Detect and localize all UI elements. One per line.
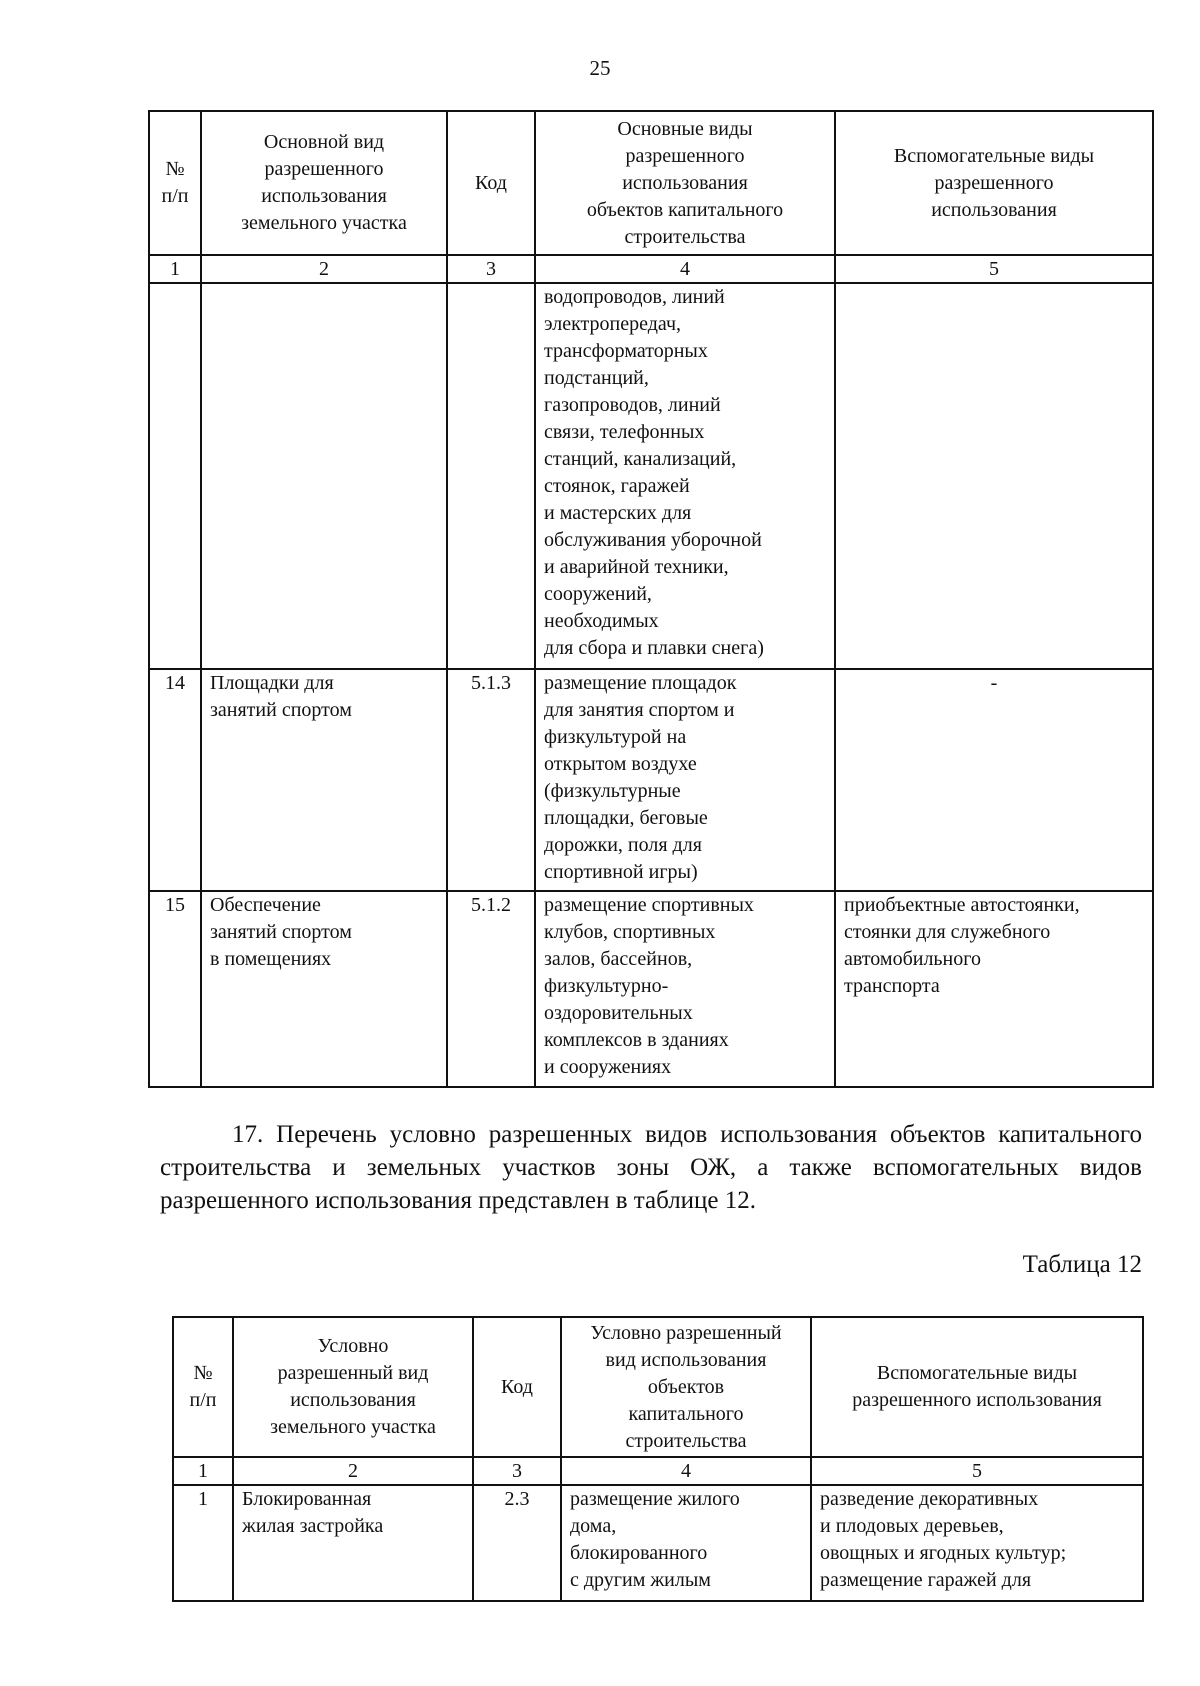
land-use-code: 5.1.2 — [447, 891, 535, 1087]
row-number: 15 — [149, 891, 201, 1087]
table-row — [149, 283, 1153, 669]
column-number-row — [149, 255, 1153, 283]
main-use-description: размещение площадок для занятия спортом и физкультурой на открытом воздухе (физкультурные площадки, беговые дорожки, поля для спортивной игры) — [535, 669, 835, 891]
paragraph-number: 17. — [232, 1121, 264, 1148]
paragraph-text: Перечень условно разрешенных видов использования объектов капитального строительства и земельных участков зоны ОЖ, а также вспомогательных видов разрешенного использования представлен в таблице 12. — [160, 1121, 1142, 1214]
row-number: 14 — [149, 669, 201, 891]
table-header-row — [173, 1317, 1143, 1457]
auxiliary-use-description — [835, 283, 1153, 669]
column-number: 5 — [811, 1457, 1143, 1485]
main-use-description: размещение спортивных клубов, спортивных залов, бассейнов, физкультурно- оздоровительных комплексов в зданиях и сооружениях — [535, 891, 835, 1087]
land-use-code: 2.3 — [473, 1485, 561, 1601]
header-main-land-use: Основной вид разрешенного использования земельного участка — [201, 111, 447, 255]
column-number: 3 — [447, 255, 535, 283]
column-number-row — [173, 1457, 1143, 1485]
auxiliary-use-description: разведение декоративных и плодовых деревьев, овощных и ягодных культур; размещение гаражей для — [811, 1485, 1143, 1601]
auxiliary-use-description: приобъектные автостоянки, стоянки для служебного автомобильного транспорта — [835, 891, 1153, 1087]
header-number: № п/п — [173, 1317, 233, 1457]
land-use-name: Обеспечение занятий спортом в помещениях — [201, 891, 447, 1087]
column-number: 1 — [149, 255, 201, 283]
land-use-name — [201, 283, 447, 669]
land-use-table-continued — [148, 110, 1154, 1088]
table-row — [149, 891, 1153, 1087]
table-row — [149, 669, 1153, 891]
header-auxiliary-use: Вспомогательные виды разрешенного использования — [835, 111, 1153, 255]
table-row — [173, 1485, 1143, 1601]
column-number: 2 — [233, 1457, 473, 1485]
row-number: 1 — [173, 1485, 233, 1601]
land-use-code — [447, 283, 535, 669]
page-number: 25 — [589, 56, 611, 80]
header-code: Код — [473, 1317, 561, 1457]
column-number: 1 — [173, 1457, 233, 1485]
header-number: № п/п — [149, 111, 201, 255]
table-header-row — [149, 111, 1153, 255]
row-number — [149, 283, 201, 669]
paragraph-17 — [160, 1118, 1142, 1217]
header-conditional-capital-use: Условно разрешенный вид использования объектов капитального строительства — [561, 1317, 811, 1457]
header-conditional-land-use: Условно разрешенный вид использования земельного участка — [233, 1317, 473, 1457]
main-use-description: размещение жилого дома, блокированного с другим жилым — [561, 1485, 811, 1601]
column-number: 2 — [201, 255, 447, 283]
header-main-capital-use: Основные виды разрешенного использования объектов капитального строительства — [535, 111, 835, 255]
conditional-use-table — [172, 1316, 1144, 1602]
column-number: 4 — [561, 1457, 811, 1485]
auxiliary-use-description: - — [835, 669, 1153, 891]
land-use-name: Блокированная жилая застройка — [233, 1485, 473, 1601]
main-use-description: водопроводов, линий электропередач, трансформаторных подстанций, газопроводов, линий связи, телефонных станций, канализаций, стоянок, гаражей и мастерских для обслуживания уборочной и аварийной техники, сооружений, необходимых для сбора и плавки снега) — [535, 283, 835, 669]
column-number: 4 — [535, 255, 835, 283]
header-auxiliary-use: Вспомогательные виды разрешенного использования — [811, 1317, 1143, 1457]
column-number: 3 — [473, 1457, 561, 1485]
table-caption: Таблица 12 — [1022, 1251, 1142, 1278]
column-number: 5 — [835, 255, 1153, 283]
land-use-name: Площадки для занятий спортом — [201, 669, 447, 891]
land-use-code: 5.1.3 — [447, 669, 535, 891]
header-code: Код — [447, 111, 535, 255]
